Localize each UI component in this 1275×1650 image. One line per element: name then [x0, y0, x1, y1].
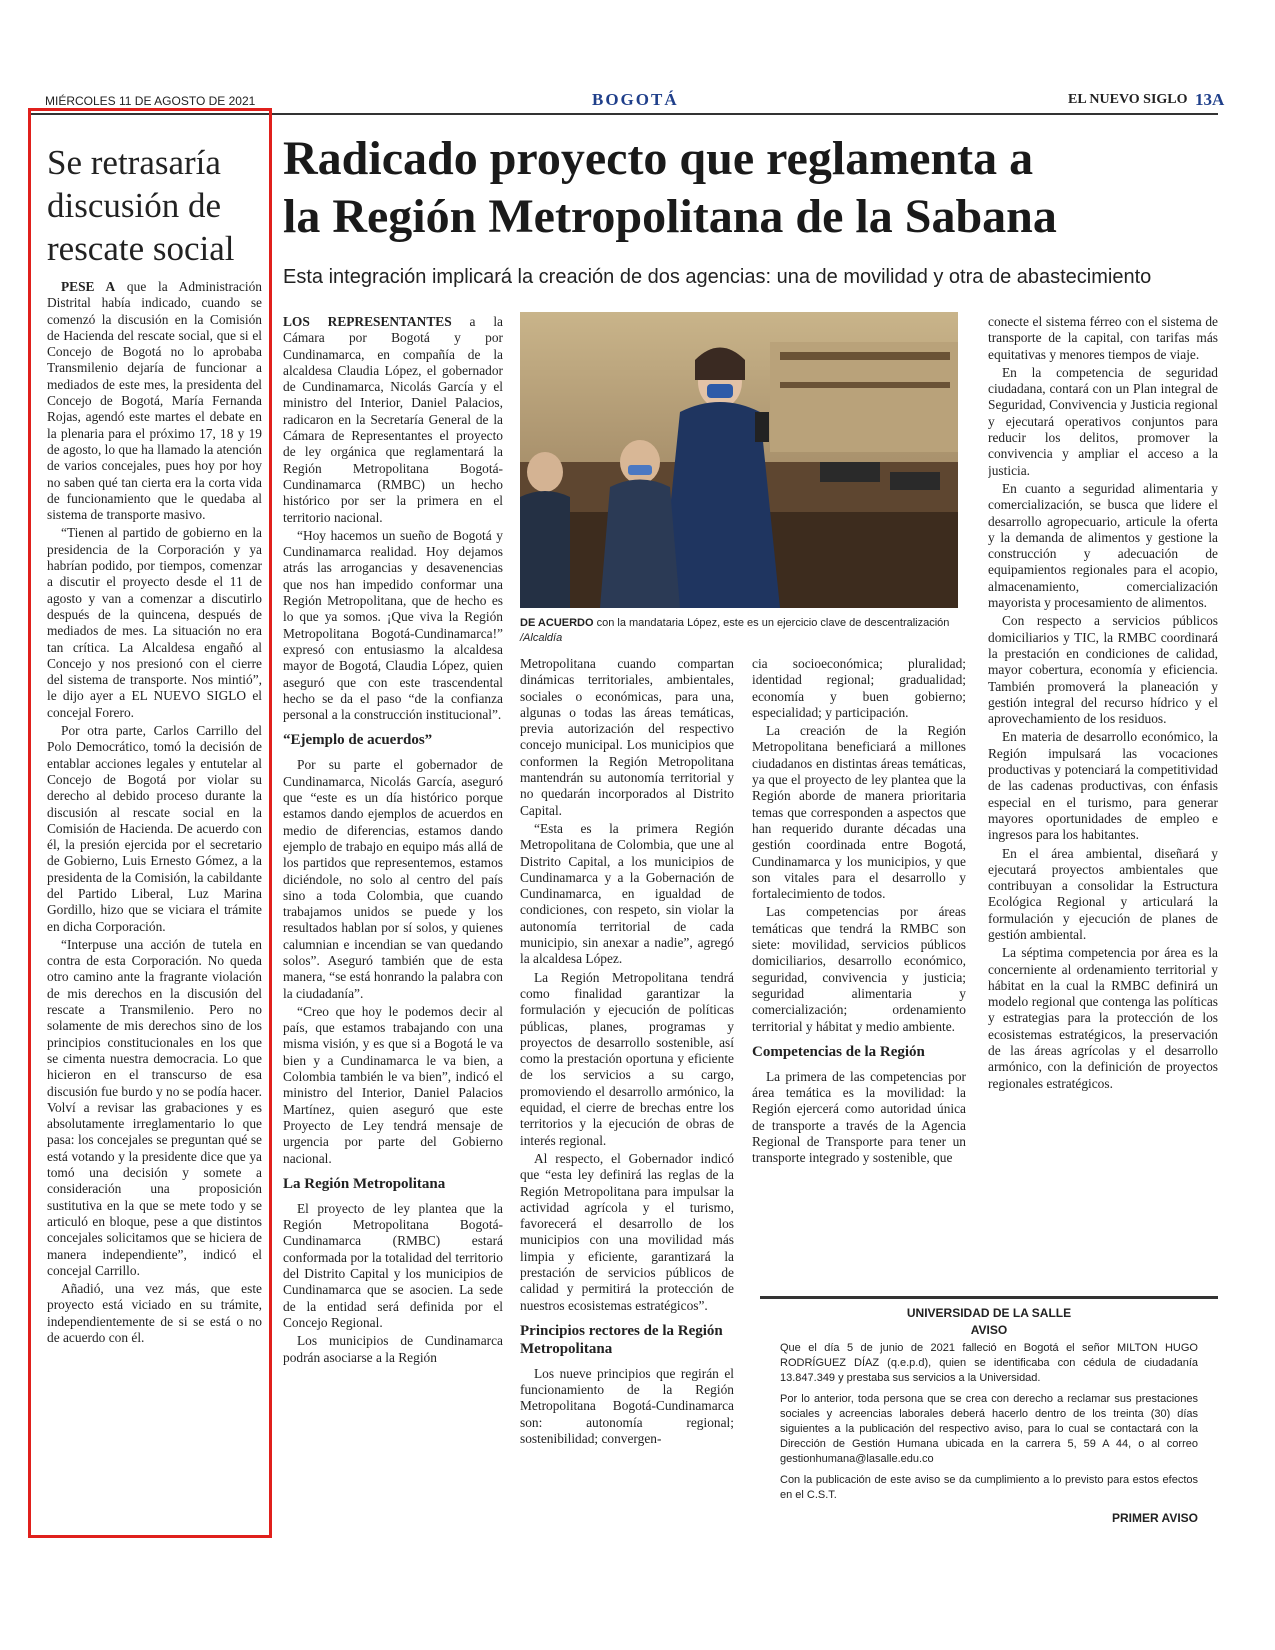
article-paragraph: La séptima competencia por área es la concerniente al ordenamiento territorial y hábitat en la cual la RMBC definirá un modelo regional que contenga las políticas y estrategias para la protección de los ecosistemas estratégicos, la preservación de las áreas agrícolas y el desarrollo armónico, con la definición de proyectos regionales estratégicos.: [988, 945, 1218, 1091]
sidebar-story: [28, 108, 272, 1538]
article-column-1: [283, 314, 503, 1542]
photo-caption: [520, 616, 960, 646]
article-photo: [520, 312, 958, 608]
article-paragraph: “Creo que hoy le podemos decir al país, que estamos trabajando con una misma visión, y es que si a Bogotá le va bien y a Cundinamarca le va bien, a Colombia también le va bien”, indicó el ministro del Interior, Daniel Palacios Martínez, quien aseguró que este Proyecto de Ley tendrá mensaje de urgencia por parte del Gobierno nacional.: [283, 1003, 503, 1166]
article-paragraph: Con respecto a servicios públicos domiciliarios y TIC, la RMBC coordinará la prestación en condiciones de calidad, mayor cobertura, economía y eficiencia. También promoverá la planeación y gestión integral del recurso hídrico y el aprovechamiento de los residuos.: [988, 613, 1218, 727]
article-paragraph: conecte el sistema férreo con el sistema de transporte de la capital, con tarifas más equitativas y menores tiempos de viaje.: [988, 314, 1218, 362]
article-paragraph: El proyecto de ley plantea que la Región Metropolitana Bogotá-Cundinamarca (RMBC) estará conformada por la totalidad del territorio del Distrito Capital y los municipios de Cundinamarca que se asocien. La sede de la entidad será definida por el Concejo Regional.: [283, 1200, 503, 1330]
notice-signature: PRIMER AVISO: [1111, 1511, 1198, 1525]
article-paragraph: La primera de las competencias por área temática es la movilidad: la Región ejercerá como autoridad única de transporte a través de la Agencia Regional de Transporte para tener un transporte integrado y sostenible, que: [752, 1068, 966, 1166]
article-subhead: La Región Metropolitana: [283, 1175, 446, 1192]
legal-notice: [760, 1296, 1218, 1536]
sidebar-body: [47, 279, 262, 1348]
sidebar-paragraph: que la Administración Distrital había indicado, cuando se comenzó la discusión en la Comisión de Hacienda del rescate social, que si el Concejo de Bogotá no lo aprobaba Transmilenio dejaría de funcionar a mediados de este mes, la presidenta del Concejo de Bogotá, María Fernanda Rojas, agendó este martes el debate en la plenaria para el próximo 17, 18 y 19 de agosto, lo que ha llamado la atención de varios concejales, pues hoy por hoy no saben qué tan cierta era la corta vida de funcionamiento que le quedaba al sistema de transporte masivo.: [47, 279, 262, 523]
article-paragraph: cia socioeconómica; pluralidad; identidad regional; gradualidad; economía y buen gobierno; especialidad; y participación.: [752, 656, 966, 720]
section-name: BOGOTÁ: [592, 90, 679, 109]
article-paragraph: En el área ambiental, diseñará y ejecutará proyectos ambientales que contribuyan a consolidar la Estructura Ecológica Regional y articulará la formulación y ejecución de planes de gestión ambiental.: [988, 845, 1218, 942]
article-column-4: [988, 314, 1218, 1288]
article-column-2: [520, 656, 734, 1542]
article-subhead: “Ejemplo de acuerdos”: [283, 732, 433, 749]
sidebar-paragraph: “Tienen al partido de gobierno en la presidencia de la Corporación y ya habrían podido, por tiempos, comenzar a discutir el proyecto desde el 11 de agosto y van a comenzar a discutirlo después de la quincena, después de mediados de mes. La situación no era tan crítica. La Alcaldesa engañó al Concejo y nos presionó con el cierre del sistema de transporte. Nos mintió”, le dijo ayer a EL NUEVO SIGLO el concejal Forero.: [47, 525, 262, 720]
article-deck: Esta integración implicará la creación de dos agencias: una de movilidad y otra de abastecimiento: [283, 266, 1152, 288]
article-lead: LOS REPRESENTANTES: [283, 314, 452, 329]
notice-organization: UNIVERSIDAD DE LA SALLE: [906, 1306, 1072, 1320]
article-subhead: Principios rectores de la Región Metropolitana: [520, 1322, 723, 1357]
article-paragraph: Los nueve principios que regirán el funcionamiento de la Región Metropolitana Bogotá-Cundinamarca son: autonomía regional; sostenibilidad; convergen-: [520, 1365, 734, 1447]
headline-line-1: Radicado proyecto que reglamenta a: [283, 132, 1034, 185]
article-paragraph: “Hoy hacemos un sueño de Bogotá y Cundinamarca realidad. Hoy dejamos atrás las arrogancias y desavenencias que nos han impedido conformar una Región Metropolitana, que de hecho es lo que ya somos. ¡Que viva la Región Metropolitana Bogotá-Cundinamarca!” expresó con entusiasmo la alcaldesa mayor de Bogotá, Claudia López, quien aseguró que con este trascendental hecho se da el paso “de la confianza personal a la construcción institucional”.: [283, 527, 503, 723]
caption-credit: /Alcaldía: [520, 632, 563, 644]
article-paragraph: Al respecto, el Gobernador indicó que “esta ley definirá las reglas de la Región Metropolitana para impulsar la actividad agrícola y el turismo, favorecerá el desarrollo de los municipios con una movilidad más limpia y eficiente, garantizará la prestación de servicios públicos de calidad y permitirá la protección de nuestros ecosistemas estratégicos”.: [520, 1150, 734, 1313]
notice-paragraph: Con la publicación de este aviso se da cumplimiento a lo previsto para estos efectos en el C.S.T.: [780, 1474, 1198, 1501]
article-column-3: [752, 656, 966, 1288]
article-paragraph: Las competencias por áreas temáticas que tendrá la RMBC son siete: movilidad, servicios públicos domiciliarios, desarrollo económico, seguridad, convivencia y justicia; seguridad alimentaria y comercialización; ordenamiento territorial y hábitat y medio ambiente.: [752, 904, 966, 1034]
article-subhead: Competencias de la Región: [752, 1043, 925, 1060]
sidebar-paragraph: Por otra parte, Carlos Carrillo del Polo Democrático, tomó la decisión de entablar acciones legales y entutelar al Concejo de Bogotá por violar su derecho al debido proceso durante la discusión al rescate social en la Comisión de Hacienda. De acuerdo con él, la presión ejercida por el secretario de Gobierno, Luis Ernesto Gómez, a la presidenta de la Comisión, la cabildante del Partido Liberal, Luz Marina Gordillo, hizo que se viciara el trámite en dicha Corporación.: [47, 723, 262, 934]
article-paragraph: En cuanto a seguridad alimentaria y comercialización, se busca que lidere el desarrollo agropecuario, articule la oferta y la demanda de alimentos y gestione la construcción y adecuación de equipamientos regionales para el acopio, almacenamiento, comercialización mayorista y procesamiento de alimentos.: [988, 480, 1218, 611]
article-paragraph: Los municipios de Cundinamarca podrán asociarse a la Región: [283, 1333, 503, 1365]
article-paragraph: La creación de la Región Metropolitana beneficiará a millones ciudadanos en distintas áreas temáticas, ya que el proyecto de ley plantea que la Región aborde de manera prioritaria temas que corresponden a aspectos que han requerido durante décadas una gestión coordinada entre Bogotá, Cundinamarca y los municipios, y que son vitales para el desarrollo y fortalecimiento de todos.: [752, 723, 966, 902]
notice-paragraph: Que el día 5 de junio de 2021 falleció en Bogotá el señor MILTON HUGO RODRÍGUEZ DÍAZ (q.e.p.d), quien se identificaba con cédula de ciudadanía 13.847.349 y prestaba sus servicios a la Universidad.: [780, 1342, 1198, 1384]
article-paragraph: En materia de desarrollo económico, la Región impulsará las vocaciones productivas y potenciará la competitividad de las cadenas productivas, con énfasis especial en el turismo, para generar mayores oportunidades de empleo e ingresos para los habitantes.: [988, 729, 1218, 843]
caption-text: con la mandataria López, este es un ejercicio clave de descentralización: [593, 617, 950, 629]
main-headline: [283, 130, 1243, 246]
masthead: EL NUEVO SIGLO: [1068, 92, 1188, 107]
article-paragraph: Metropolitana cuando compartan dinámicas territoriales, ambientales, sociales o económicas, para una, algunas o todas las áreas temáticas, previa autorización del respectivo concejo municipal. Los municipios que conformen la Región Metropolitana mantendrán su autonomía territorial y no quedarán incorporados al Distrito Capital.: [520, 656, 734, 818]
article-paragraph: En la competencia de seguridad ciudadana, contará con un Plan integral de Seguridad, Convivencia y Justicia regional y ejecutará operativos conjuntos para reducir los delitos, promover la convivencia y ampliar el acceso a la justicia.: [988, 364, 1218, 478]
issue-date: MIÉRCOLES 11 DE AGOSTO DE 2021: [45, 94, 256, 108]
notice-type: AVISO: [970, 1323, 1008, 1337]
headline-line-2: la Región Metropolitana de la Sabana: [283, 190, 1057, 243]
article-paragraph: La Región Metropolitana tendrá como finalidad garantizar la formulación y ejecución de políticas públicas, planes, programas y proyectos de desarrollo sostenible, así como la prestación oportuna y eficiente de los servicios a su cargo, promoviendo el desarrollo armónico, la equidad, el cierre de brechas entre los territorios y la ejecución de obras de interés regional.: [520, 969, 734, 1148]
article-paragraph: Por su parte el gobernador de Cundinamarca, Nicolás García, aseguró que “este es un día histórico porque estamos dando ejemplos de acuerdos en medio de diferencias, estamos dando ejemplo de trabajo en equipo más allá de los partidos que representemos, estamos diciéndole, no solo al centro del país sino a toda Colombia, que cuando trabajamos unidos se puede y los resultados hablan por sí solos, y quienes calumnian e incendian se van quedando solos”. Aseguró también que de esta manera, “se está honrando la palabra con la ciudadanía”.: [283, 757, 503, 1001]
caption-lead: DE ACUERDO: [520, 617, 594, 629]
sidebar-paragraph: “Interpuse una acción de tutela en contra de esta Corporación. No queda otro camino ante la fragrante violación de mis derechos en la discusión del rescate a Transmilenio. Pero no solamente de mis derechos sino de los principios constitucionales en los que se cimenta nuestra democracia. Lo que hicieron en el transcurso de esa discusión fue burdo y no se podía hacer. Volví a revisar las grabaciones y es absolutamente irreglamentario lo que pasa: los concejales se preguntan qué se está votando y la presidente dice que ya tomó una decisión y somete a consideración una proposición sustitutiva en la que se mete todo y se articuló en bloque, pese a que distintos concejales solicitamos que se hiciera de manera independiente”, indicó el concejal Carrillo.: [47, 936, 262, 1278]
notice-paragraph: Por lo anterior, toda persona que se crea con derecho a reclamar sus prestaciones sociales y acreencias laborales deberá hacerlo dentro de los treinta (30) días siguientes a la publicación del respectivo aviso, para lo cual se contactará con la Dirección de Gestión Humana ubicada en la carrera 5, 59 A 44, o al correo gestionhumana@lasalle.edu.co: [780, 1393, 1198, 1465]
photo-illustration: [520, 312, 958, 608]
page-number: 13A: [1195, 90, 1225, 109]
sidebar-lead: PESE A: [61, 279, 116, 294]
article-paragraph: “Esta es la primera Región Metropolitana de Colombia, que une al Distrito Capital, a los municipios de Cundinamarca y a la Gobernación de Cundinamarca, en igualdad de condiciones, con respeto, sin violar la autonomía territorial de cada municipio, sin anexar a nadie”, agregó la alcaldesa López.: [520, 820, 734, 967]
sidebar-title: Se retrasaría discusión de rescate social: [47, 143, 235, 268]
article-paragraph: a la Cámara por Bogotá y por Cundinamarca, en compañía de la alcaldesa Claudia López, el gobernador de Cundinamarca, Nicolás García y el ministro del Interior, Daniel Palacios, radicaron en la Secretaría General de la Cámara de Representantes el proyecto de ley orgánica que reglamentará la Región Metropolitana Bogotá-Cundinamarca (RMBC) un hecho histórico por ser la primera en el territorio nacional.: [283, 314, 503, 525]
sidebar-paragraph: Añadió, una vez más, que este proyecto está viciado en su trámite, independientemente de si se está o no de acuerdo con él.: [47, 1281, 262, 1345]
